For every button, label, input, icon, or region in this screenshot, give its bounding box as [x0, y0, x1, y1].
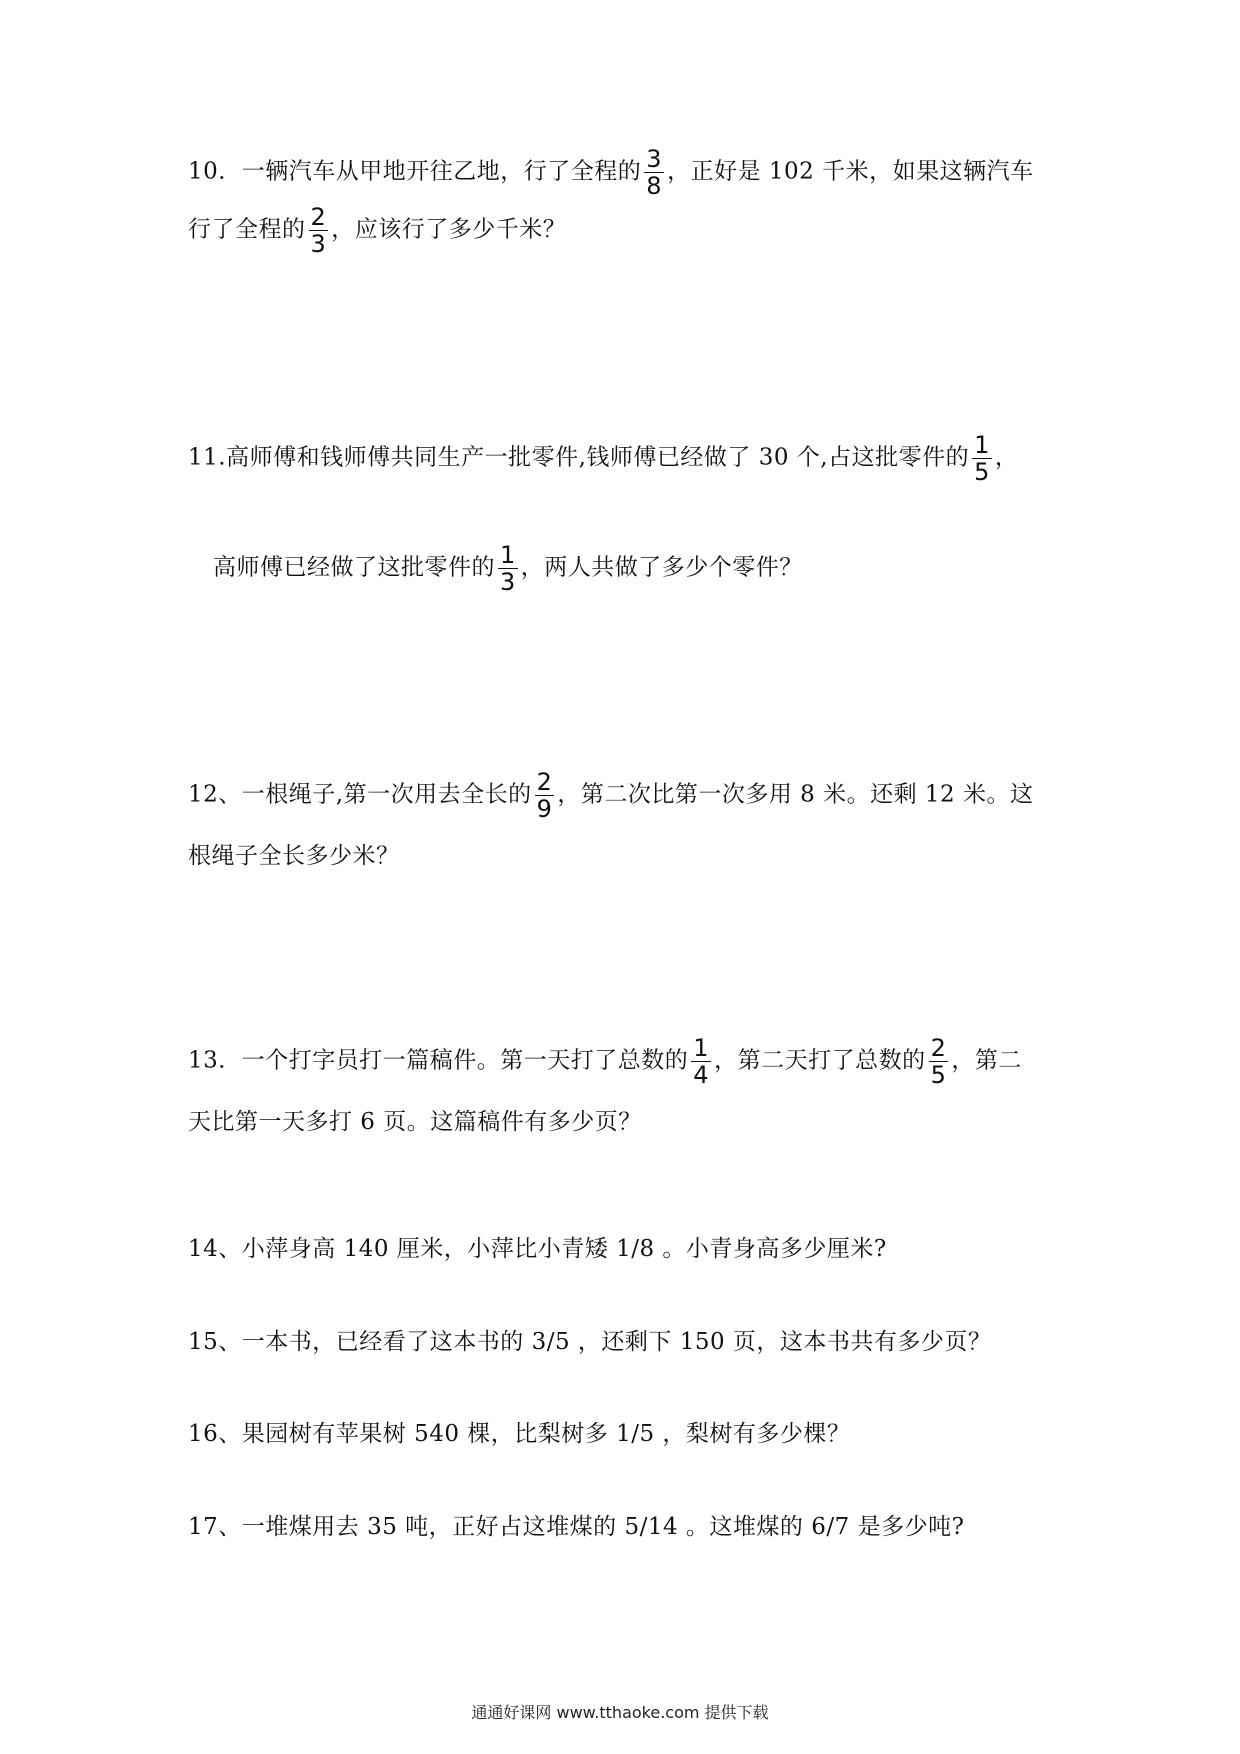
question-10-line-2: 行了全程的 $\frac{2}{3}$ ，应该行了多少千米？: [188, 203, 567, 258]
fraction: $\frac{2}{9}$: [536, 768, 553, 823]
question-12-line-1: 12、一根绳子,第一次用去全长的 $\frac{2}{9}$ ，第二次比第一次多用 8 米。还剩 12 米。这: [188, 768, 1034, 823]
footer-credit: 通通好课网 www.tthaoke.com 提供下载: [471, 1703, 769, 1722]
question-12-line-2: 根绳子全长多少米？: [188, 843, 400, 869]
fraction: $\frac{2}{5}$: [930, 1034, 947, 1089]
question-16: 16、果园树有苹果树 540 棵，比梨树多 1/5 ，梨树有多少棵？: [188, 1421, 851, 1447]
question-17: 17、一堆煤用去 35 吨，正好占这堆煤的 5/14 。这堆煤的 6/7 是多少吨?: [188, 1514, 965, 1540]
fraction: $\frac{1}{3}$: [500, 541, 516, 596]
question-11-line-1: 11.高师傅和钱师傅共同生产一批零件,钱师傅已经做了 30 个,占这批零件的 $\frac{1}{5}$ ，: [188, 431, 1019, 486]
question-14: 14、小萍身高 140 厘米，小萍比小青矮 1/8 。小青身高多少厘米?: [188, 1236, 887, 1262]
fraction: $\frac{2}{3}$: [310, 203, 327, 258]
question-13-line-2: 天比第一天多打 6 页。这篇稿件有多少页？: [188, 1109, 642, 1135]
question-15: 15、一本书，已经看了这本书的 3/5 ，还剩下 150 页，这本书共有多少页？: [188, 1329, 992, 1355]
fraction: $\frac{1}{5}$: [974, 431, 990, 486]
question-13-line-1: 13．一个打字员打一篇稿件。第一天打了总数的 $\frac{1}{4}$ ，第二天打了总数的 $\frac{2}{5}$ ，第二: [188, 1034, 1022, 1089]
question-10-line-1: 10．一辆汽车从甲地开往乙地，行了全程的 $\frac{3}{8}$ ，正好是 102 千米，如果这辆汽车: [188, 145, 1034, 200]
fraction: $\frac{1}{4}$: [693, 1034, 710, 1089]
question-11-line-2: 高师傅已经做了这批零件的 $\frac{1}{3}$ ，两人共做了多少个零件？: [213, 541, 803, 596]
fraction: $\frac{3}{8}$: [646, 145, 663, 200]
